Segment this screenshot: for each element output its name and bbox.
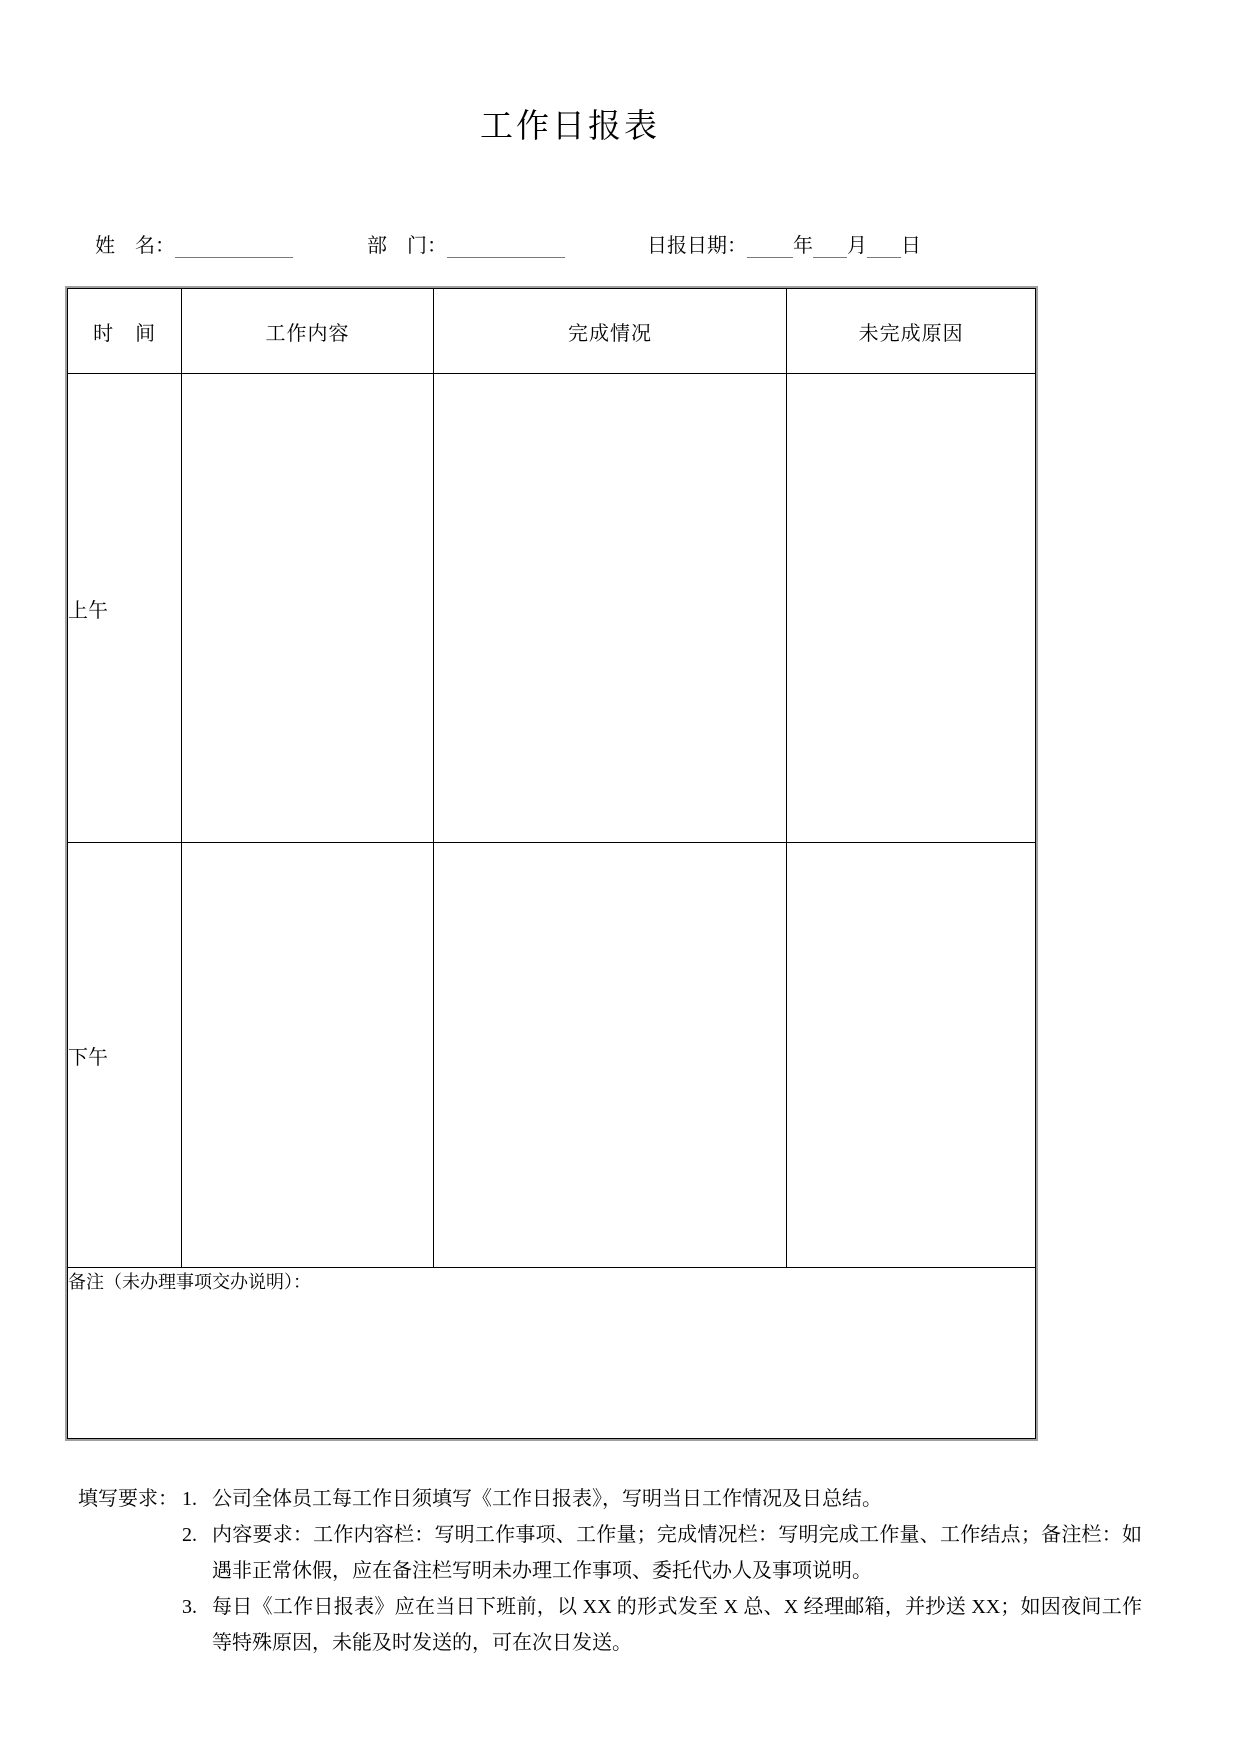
- table-row-morning: [68, 374, 1036, 843]
- month-label: 月: [847, 235, 867, 257]
- cell-afternoon-work-content[interactable]: [182, 843, 434, 1268]
- daily-report-table: [65, 286, 1038, 1441]
- date-year-blank[interactable]: [747, 235, 793, 258]
- table-row-remark: [68, 1268, 1036, 1439]
- row-label-afternoon: 下午: [68, 843, 182, 1268]
- notes-items: [178, 1481, 1142, 1661]
- dept-blank[interactable]: [447, 235, 565, 258]
- page-title: 工作日报表: [480, 109, 660, 145]
- col-header-completion-status: 完成情况: [433, 289, 786, 374]
- day-label: 日: [901, 235, 921, 257]
- cell-afternoon-completion-status[interactable]: [433, 843, 786, 1268]
- name-label: 姓 名：: [95, 235, 175, 257]
- remark-cell[interactable]: [68, 1268, 1036, 1439]
- notes-label: 填写要求：: [78, 1488, 178, 1510]
- row-label-morning: 上午: [68, 374, 182, 843]
- name-blank[interactable]: [175, 235, 293, 258]
- note-number: 2.: [182, 1524, 197, 1546]
- cell-morning-incomplete-reason[interactable]: [787, 374, 1036, 843]
- note-item-2: [178, 1517, 1142, 1589]
- dept-label: 部 门：: [367, 235, 447, 257]
- date-day-blank[interactable]: [867, 235, 901, 258]
- date-field-group: [647, 229, 921, 258]
- remark-label: 备注（未办理事项交办说明）：: [68, 1272, 311, 1292]
- note-item-1: [178, 1481, 1142, 1517]
- dept-field-group: [367, 229, 565, 258]
- info-row: [95, 229, 1240, 258]
- col-header-work-content: 工作内容: [182, 289, 434, 374]
- year-label: 年: [793, 235, 813, 257]
- note-text: 公司全体员工每工作日须填写《工作日报表》，写明当日工作情况及日总结。: [212, 1488, 882, 1510]
- cell-afternoon-incomplete-reason[interactable]: [787, 843, 1036, 1268]
- table-row-afternoon: [68, 843, 1036, 1268]
- header-row: [68, 289, 1036, 374]
- note-text: 每日《工作日报表》应在当日下班前，以 XX 的形式发至 X 总、X 经理邮箱，并抄送 XX；如因夜间工作等特殊原因，未能及时发送的，可在次日发送。: [212, 1596, 1142, 1654]
- note-number: 1.: [182, 1488, 197, 1510]
- cell-morning-completion-status[interactable]: [433, 374, 786, 843]
- col-header-incomplete-reason: 未完成原因: [787, 289, 1036, 374]
- col-header-time: 时 间: [68, 289, 182, 374]
- date-month-blank[interactable]: [813, 235, 847, 258]
- note-item-3: [178, 1589, 1142, 1661]
- title-row: [0, 0, 1140, 147]
- name-field-group: [95, 229, 293, 258]
- cell-morning-work-content[interactable]: [182, 374, 434, 843]
- notes-section: [78, 1481, 1240, 1661]
- note-text: 内容要求：工作内容栏：写明工作事项、工作量；完成情况栏：写明完成工作量、工作结点；备注栏：如遇非正常休假，应在备注栏写明未办理工作事项、委托代办人及事项说明。: [212, 1524, 1142, 1582]
- date-label: 日报日期：: [647, 235, 747, 257]
- note-number: 3.: [182, 1596, 197, 1618]
